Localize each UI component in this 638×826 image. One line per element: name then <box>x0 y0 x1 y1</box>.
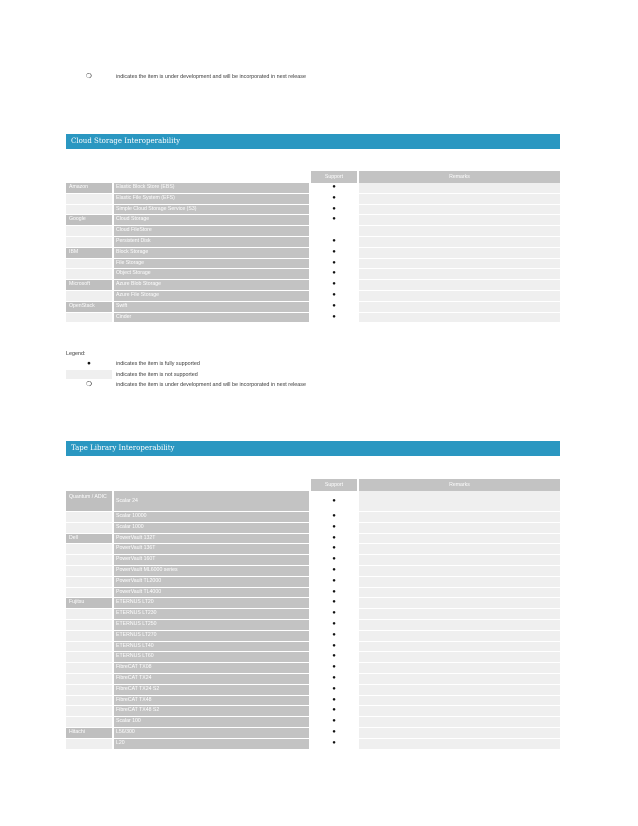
vendor-cell <box>66 577 112 587</box>
remarks-cell <box>359 577 560 587</box>
product-cell: Cinder <box>114 313 309 323</box>
remarks-cell <box>359 652 560 662</box>
table-row <box>66 555 560 566</box>
table-row <box>66 291 560 302</box>
product-cell: PowerVault 132T <box>114 534 309 544</box>
product-cell: L56/300 <box>114 728 309 738</box>
remarks-cell <box>359 248 560 258</box>
cloud-section-title: Cloud Storage Interoperability <box>66 134 560 149</box>
product-cell: ETERNUS LT230 <box>114 609 309 619</box>
table-row <box>66 609 560 620</box>
product-cell: Elastic File System (EFS) <box>114 194 309 204</box>
vendor-cell: Fujitsu <box>66 598 112 608</box>
vendor-cell <box>66 739 112 749</box>
legend-text: indicates the item is fully supported <box>116 361 200 367</box>
support-cell: ● <box>311 598 357 608</box>
vendor-cell <box>66 663 112 673</box>
table-row <box>66 205 560 216</box>
table-row <box>66 566 560 577</box>
legend <box>66 349 466 391</box>
vendor-cell <box>66 269 112 279</box>
legend-item-under-development <box>66 380 466 391</box>
remarks-cell <box>359 555 560 565</box>
vendor-cell <box>66 555 112 565</box>
legend-title: Legend: <box>66 351 86 357</box>
support-cell <box>311 226 357 236</box>
support-cell: ● <box>311 248 357 258</box>
vendor-cell <box>66 652 112 662</box>
support-cell: ● <box>311 512 357 522</box>
table-row <box>66 237 560 248</box>
support-cell: ● <box>311 544 357 554</box>
tape-interoperability-table <box>66 479 560 750</box>
vendor-cell: Hitachi <box>66 728 112 738</box>
table-row <box>66 269 560 280</box>
support-cell: ● <box>311 685 357 695</box>
remarks-cell <box>359 609 560 619</box>
vendor-cell <box>66 706 112 716</box>
tape-table-body <box>66 491 560 750</box>
remarks-cell <box>359 631 560 641</box>
remarks-cell <box>359 696 560 706</box>
table-row <box>66 706 560 717</box>
vendor-cell <box>66 642 112 652</box>
support-cell: ● <box>311 631 357 641</box>
product-cell: PowerVault TL4000 <box>114 588 309 598</box>
support-cell: ● <box>311 205 357 215</box>
support-cell: ● <box>311 717 357 727</box>
remarks-cell <box>359 491 560 511</box>
support-cell: ● <box>311 259 357 269</box>
remarks-cell <box>359 259 560 269</box>
vendor-cell <box>66 544 112 554</box>
product-cell: Azure File Storage <box>114 291 309 301</box>
product-cell: Cloud Storage <box>114 215 309 225</box>
remarks-cell <box>359 291 560 301</box>
table-row <box>66 598 560 609</box>
support-cell: ● <box>311 674 357 684</box>
product-cell: PowerVault TL2000 <box>114 577 309 587</box>
table-row <box>66 652 560 663</box>
vendor-cell <box>66 205 112 215</box>
tape-section-title: Tape Library Interoperability <box>66 441 560 456</box>
vendor-cell <box>66 685 112 695</box>
support-cell: ● <box>311 237 357 247</box>
support-column-header: Support <box>311 479 357 491</box>
table-row <box>66 523 560 534</box>
support-cell: ● <box>311 642 357 652</box>
support-column-header: Support <box>311 171 357 183</box>
remarks-cell <box>359 663 560 673</box>
product-cell: FibreCAT TX48 S2 <box>114 706 309 716</box>
table-row <box>66 491 560 512</box>
remarks-cell <box>359 183 560 193</box>
product-cell: Simple Cloud Storage Service (S3) <box>114 205 309 215</box>
table-row <box>66 663 560 674</box>
vendor-cell <box>66 696 112 706</box>
remarks-cell <box>359 566 560 576</box>
product-cell: ETERNUS LT60 <box>114 652 309 662</box>
header-blank <box>66 479 309 491</box>
vendor-cell: Dell <box>66 534 112 544</box>
remarks-cell <box>359 523 560 533</box>
header-blank <box>66 171 309 183</box>
remarks-cell <box>359 674 560 684</box>
remarks-cell <box>359 205 560 215</box>
product-cell: Block Storage <box>114 248 309 258</box>
vendor-cell <box>66 237 112 247</box>
support-cell: ● <box>311 491 357 511</box>
table-row <box>66 313 560 324</box>
vendor-cell <box>66 313 112 323</box>
product-cell: FibreCAT TX48 <box>114 696 309 706</box>
table-row <box>66 642 560 653</box>
remarks-cell <box>359 685 560 695</box>
support-cell: ● <box>311 534 357 544</box>
product-cell: L20 <box>114 739 309 749</box>
tape-table-header <box>66 479 560 491</box>
vendor-cell <box>66 674 112 684</box>
table-row <box>66 512 560 523</box>
product-cell: FibreCAT TX08 <box>114 663 309 673</box>
remarks-cell <box>359 313 560 323</box>
remarks-cell <box>359 739 560 749</box>
product-cell: ETERNUS LT20 <box>114 598 309 608</box>
vendor-cell <box>66 291 112 301</box>
product-cell: PowerVault 136T <box>114 544 309 554</box>
remarks-cell <box>359 588 560 598</box>
under-development-icon: ❍ <box>86 73 92 80</box>
remarks-cell <box>359 642 560 652</box>
cloud-interoperability-table <box>66 171 560 323</box>
legend-text: indicates the item is under development and will be incorporated in next release <box>116 382 306 388</box>
support-cell: ● <box>311 523 357 533</box>
vendor-cell: Quantum / ADIC <box>66 491 112 511</box>
under-development-icon: ❍ <box>86 381 92 388</box>
product-cell: Swift <box>114 302 309 312</box>
support-cell: ● <box>311 291 357 301</box>
legend-item-not-supported <box>66 370 466 381</box>
top-note <box>86 72 566 82</box>
remarks-cell <box>359 728 560 738</box>
support-cell: ● <box>311 652 357 662</box>
remarks-column-header: Remarks <box>359 479 560 491</box>
vendor-cell: Amazon <box>66 183 112 193</box>
remarks-cell <box>359 512 560 522</box>
remarks-cell <box>359 280 560 290</box>
product-cell: FibreCAT TX24 S2 <box>114 685 309 695</box>
product-cell: Cloud FileStore <box>114 226 309 236</box>
table-row <box>66 226 560 237</box>
remarks-cell <box>359 302 560 312</box>
product-cell: ETERNUS LT250 <box>114 620 309 630</box>
table-row <box>66 544 560 555</box>
product-cell: ETERNUS LT40 <box>114 642 309 652</box>
vendor-cell <box>66 717 112 727</box>
table-row <box>66 183 560 194</box>
support-cell: ● <box>311 588 357 598</box>
remarks-cell <box>359 717 560 727</box>
vendor-cell <box>66 226 112 236</box>
support-cell: ● <box>311 302 357 312</box>
table-row <box>66 728 560 739</box>
fully-supported-icon: ● <box>87 360 91 367</box>
vendor-cell <box>66 588 112 598</box>
support-cell: ● <box>311 555 357 565</box>
vendor-cell: OpenStack <box>66 302 112 312</box>
remarks-cell <box>359 237 560 247</box>
vendor-cell <box>66 609 112 619</box>
remarks-cell <box>359 194 560 204</box>
support-cell: ● <box>311 696 357 706</box>
table-row <box>66 248 560 259</box>
support-cell: ● <box>311 215 357 225</box>
table-row <box>66 215 560 226</box>
table-row <box>66 696 560 707</box>
legend-item-supported <box>66 359 466 370</box>
remarks-column-header: Remarks <box>359 171 560 183</box>
vendor-cell <box>66 194 112 204</box>
product-cell: Scalar 100 <box>114 717 309 727</box>
vendor-cell: Microsoft <box>66 280 112 290</box>
product-cell: ETERNUS LT270 <box>114 631 309 641</box>
support-cell: ● <box>311 739 357 749</box>
table-row <box>66 280 560 291</box>
support-cell: ● <box>311 269 357 279</box>
vendor-cell: IBM <box>66 248 112 258</box>
support-cell: ● <box>311 280 357 290</box>
table-row <box>66 685 560 696</box>
product-cell: Scalar 1000 <box>114 523 309 533</box>
remarks-cell <box>359 534 560 544</box>
table-row <box>66 717 560 728</box>
product-cell: PowerVault 160T <box>114 555 309 565</box>
vendor-cell: Google <box>66 215 112 225</box>
not-supported-swatch <box>66 370 112 380</box>
legend-text: indicates the item is not supported <box>116 371 198 378</box>
table-row <box>66 302 560 313</box>
product-cell: Scalar 10000 <box>114 512 309 522</box>
product-cell: Elastic Block Store (EBS) <box>114 183 309 193</box>
support-cell: ● <box>311 609 357 619</box>
table-row <box>66 739 560 750</box>
product-cell: Scalar 24 <box>114 491 309 511</box>
product-cell: Azure Blob Storage <box>114 280 309 290</box>
support-cell: ● <box>311 620 357 630</box>
vendor-cell <box>66 523 112 533</box>
support-cell: ● <box>311 663 357 673</box>
remarks-cell <box>359 544 560 554</box>
product-cell: File Storage <box>114 259 309 269</box>
remarks-cell <box>359 706 560 716</box>
support-cell: ● <box>311 566 357 576</box>
vendor-cell <box>66 512 112 522</box>
support-cell: ● <box>311 706 357 716</box>
table-row <box>66 631 560 642</box>
table-row <box>66 620 560 631</box>
table-row <box>66 588 560 599</box>
vendor-cell <box>66 259 112 269</box>
remarks-cell <box>359 226 560 236</box>
remarks-cell <box>359 269 560 279</box>
product-cell: Object Storage <box>114 269 309 279</box>
table-row <box>66 259 560 270</box>
remarks-cell <box>359 620 560 630</box>
support-cell: ● <box>311 194 357 204</box>
support-cell: ● <box>311 313 357 323</box>
table-row <box>66 674 560 685</box>
remarks-cell <box>359 215 560 225</box>
vendor-cell <box>66 620 112 630</box>
cloud-table-header <box>66 171 560 183</box>
table-row <box>66 534 560 545</box>
support-cell: ● <box>311 728 357 738</box>
table-row <box>66 577 560 588</box>
cloud-table-body <box>66 183 560 323</box>
product-cell: FibreCAT TX24 <box>114 674 309 684</box>
table-row <box>66 194 560 205</box>
support-cell: ● <box>311 183 357 193</box>
remarks-cell <box>359 598 560 608</box>
product-cell: Persistent Disk <box>114 237 309 247</box>
product-cell: PowerVault ML6000 series <box>114 566 309 576</box>
vendor-cell <box>66 631 112 641</box>
vendor-cell <box>66 566 112 576</box>
top-note-text: indicates the item is under development and will be incorporated in next release <box>116 74 306 80</box>
support-cell: ● <box>311 577 357 587</box>
